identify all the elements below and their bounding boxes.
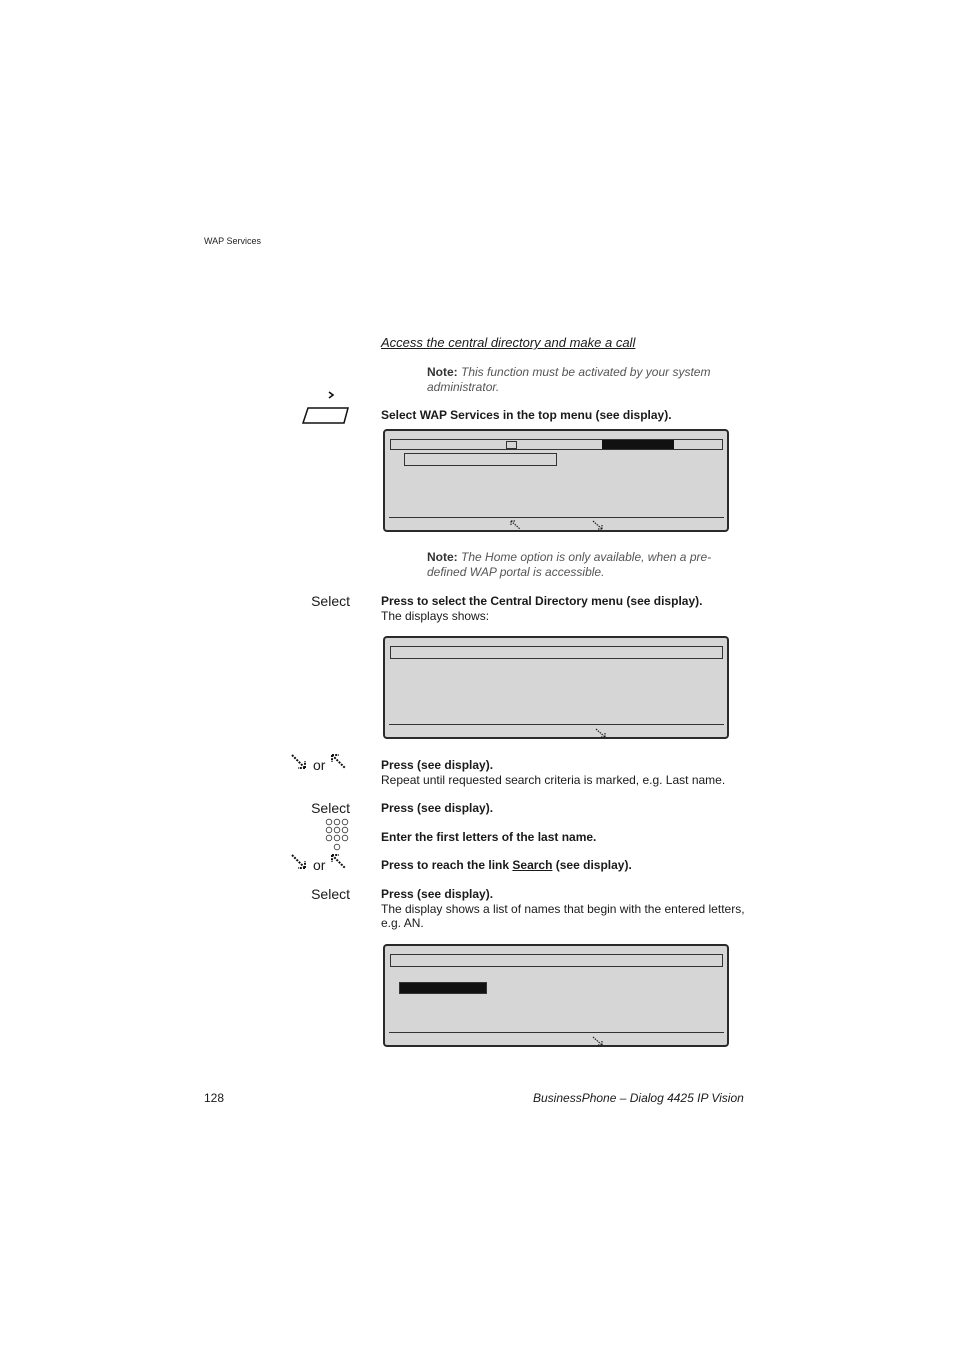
note-label: Note: <box>427 550 458 564</box>
or-text: or <box>313 757 326 773</box>
step-bold: Press to select the Central Directory menu (see display). <box>381 594 703 608</box>
step-bold-post: (see display). <box>552 858 632 872</box>
step-results <box>381 887 751 931</box>
up-arrow-icon <box>330 753 348 771</box>
scroll-down-icon <box>595 725 607 743</box>
running-header: WAP Services <box>204 236 262 246</box>
step-bold: Enter the first letters of the last name. <box>381 830 597 844</box>
select-key-label: Select <box>311 886 350 902</box>
step-bold: Press (see display). <box>381 801 494 815</box>
selected-name-row <box>399 982 487 994</box>
step-bold: Press (see display). <box>381 887 494 901</box>
softkey-divider <box>389 724 724 725</box>
step-bold-pre: Press to reach the link <box>381 858 513 872</box>
or-text: or <box>313 857 326 873</box>
display-screen-2 <box>383 636 729 739</box>
step-text: The displays shows: <box>381 608 490 623</box>
select-key-label: Select <box>311 800 350 816</box>
softkey-divider <box>389 517 724 518</box>
scroll-up-icon <box>510 517 522 535</box>
step-text: Select WAP Services in the top menu (see display). <box>381 408 672 422</box>
navigation-keys <box>290 753 352 775</box>
step-text: Repeat until requested search criteria is marked, e.g. Last name. <box>381 772 726 787</box>
title-bar <box>390 646 723 659</box>
menu-option-box <box>404 453 557 466</box>
note-text: This function must be activated by your system administrator. <box>427 365 711 394</box>
page-number: 128 <box>204 1091 225 1105</box>
home-icon <box>506 441 517 449</box>
step-central-directory <box>381 594 751 623</box>
display-screen-1 <box>383 429 729 532</box>
step-reach-search <box>381 858 751 873</box>
title-bar <box>390 954 723 967</box>
up-arrow-icon <box>330 853 348 871</box>
select-key-label: Select <box>311 593 350 609</box>
note-activation <box>427 365 737 395</box>
product-title: BusinessPhone – Dialog 4425 IP Vision <box>533 1091 744 1105</box>
selected-menu-item <box>602 440 674 449</box>
section-title: Access the central directory and make a call <box>381 335 636 350</box>
softkey-divider <box>389 1032 724 1033</box>
step-text: The display shows a list of names that begin with the entered letters, e.g. AN. <box>381 901 745 930</box>
note-label: Note: <box>427 365 458 379</box>
scroll-down-icon <box>592 517 604 535</box>
note-home <box>427 550 737 580</box>
step-enter-letters <box>381 830 751 845</box>
step-bold: Press (see display). <box>381 758 494 772</box>
note-text: The Home option is only available, when a pre-defined WAP portal is accessible. <box>427 550 712 579</box>
keypad-icon <box>325 818 351 854</box>
display-screen-3 <box>383 944 729 1047</box>
step-select-wap <box>381 408 751 423</box>
navigation-keys <box>290 853 352 875</box>
step-navigate <box>381 758 751 787</box>
menu-key-icon <box>300 388 352 428</box>
down-arrow-icon <box>290 753 308 771</box>
scroll-down-icon <box>592 1033 604 1051</box>
top-menu-bar <box>390 439 723 450</box>
search-link: Search <box>512 858 553 872</box>
down-arrow-icon <box>290 853 308 871</box>
step-press-select <box>381 801 751 816</box>
